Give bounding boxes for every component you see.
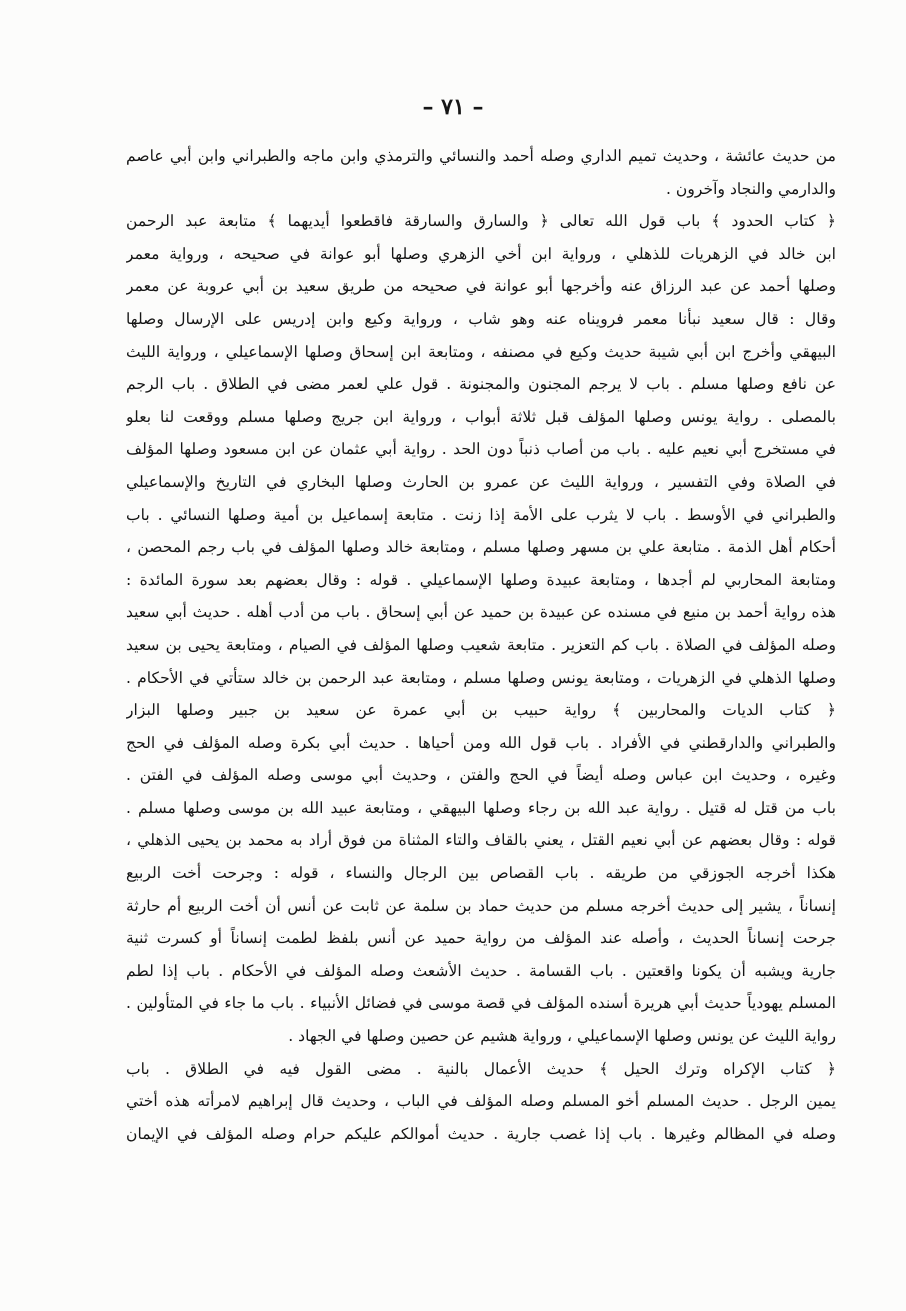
- text-line: جرحت إنساناً الحديث ، وأصله عند المؤلف من رواية حميد عن أنس بلفظ لطمت إنساناً أو كسرت ثنية: [126, 929, 836, 948]
- text-line: هكذا أخرجه الجوزقي من طريقه . باب القصاص بين الرجال والنساء ، قوله : وجرحت أخت الربيع: [126, 864, 836, 883]
- text-line: في مستخرج أبي نعيم عليه . باب من أصاب ذنباً دون الحد . رواية أبي عثمان عن ابن مسعود وصلها المؤلف: [126, 440, 836, 459]
- text-line: وصله في المظالم وغيرها . باب إذا غصب جارية . حديث أموالكم عليكم حرام وصله المؤلف في الإيمان: [126, 1124, 836, 1143]
- text-line: ابن خالد في الزهريات للذهلي ، ورواية ابن أخي الزهري وصلها أبو عوانة في صحيحه ، ورواية معمر: [126, 244, 836, 263]
- text-line: من حديث عائشة ، وحديث تميم الداري وصله أحمد والنسائي والترمذي وابن ماجه والطبراني وابن أبي عاصم: [126, 147, 836, 165]
- body-text: [126, 140, 836, 1150]
- text-line: هذه رواية أحمد بن منيع في مسنده عن عبيدة بن حميد عن أبي إسحاق . باب من أدب أهله . حديث أبي سعيد: [126, 603, 836, 622]
- text-line: ﴿ كتاب الحدود ﴾ باب قول الله تعالى ﴿ والسارق والسارقة فاقطعوا أيديهما ﴾ متابعة عبد الرحمن: [126, 212, 836, 231]
- text-line: ﴿ كتاب الإكراه وترك الحيل ﴾ حديث الأعمال بالنية . مضى القول فيه في الطلاق . باب: [126, 1059, 836, 1078]
- text-line: وصله المؤلف في الصلاة . باب كم التعزير . متابعة شعيب وصلها المؤلف في الصيام ، ومتابعة يحيى بن سعيد: [126, 635, 836, 654]
- text-line: والطبراني في الأوسط . باب لا يثرب على الأمة إذا زنت . متابعة إسماعيل بن أمية وصلها النسائي . باب: [126, 505, 836, 524]
- text-line: ﴿ كتاب الديات والمحاربين ﴾ رواية حبيب بن أبي عمرة عن سعيد بن جبير وصلها البزار: [126, 701, 836, 720]
- text-line: والدارمي والنجاد وآخرون .: [665, 179, 836, 198]
- text-line: والطبراني والدارقطني في الأفراد . باب قول الله ومن أحياها . حديث أبي بكرة وصله المؤلف في الحج: [126, 733, 836, 752]
- text-line: البيهقي وأخرج ابن أبي شيبة حديث وكيع في مصنفه ، ومتابعة ابن إسحاق وصلها الإسماعيلي ، ورواية الليث: [126, 342, 836, 361]
- text-line: في الصلاة وفي التفسير ، ورواية الليث عن عمرو بن الحارث وصلها البخاري في التاريخ والإسماعيلي: [126, 472, 836, 491]
- text-line: وصلها الذهلي في الزهريات ، ومتابعة يونس وصلها مسلم ، ومتابعة عبد الرحمن بن خالد ستأتي في الأحكام .: [126, 668, 836, 687]
- text-line: عن نافع وصلها مسلم . باب لا يرجم المجنون والمجنونة . قول علي لعمر مضى في الطلاق . باب الرجم: [126, 375, 836, 394]
- text-line: وقال : قال سعيد نبأنا معمر فرويناه عنه وهو شاب ، ورواية وكيع وابن إدريس على الإرسال وصلها: [126, 309, 836, 328]
- text-line: قوله : وقال بعضهم عن أبي نعيم القتل ، يعني بالقاف والتاء المثناة من فوق أراد به محمد بن يحيى الذهلي ،: [126, 831, 836, 850]
- text-line: وغيره ، وحديث ابن عباس وصله أيضاً في الحج والفتن ، وحديث أبي موسى وصله المؤلف في الفتن .: [126, 766, 836, 785]
- text-line: جارية ويشبه أن يكونا واقعتين . باب القسامة . حديث الأشعث وصله المؤلف في الأحكام . باب إذا لطم: [126, 961, 836, 980]
- text-line: أحكام أهل الذمة . متابعة علي بن مسهر وصلها مسلم ، ومتابعة خالد وصلها المؤلف في باب رجم المحصن ،: [126, 538, 836, 557]
- text-line: يمين الرجل . حديث المسلم أخو المسلم وصله المؤلف في الباب ، وحديث قال إبراهيم لامرأته هذه أختي: [126, 1092, 836, 1111]
- text-line: باب من قتل له قتيل . رواية عبد الله بن رجاء وصلها البيهقي ، ومتابعة عبيد الله بن موسى وصلها مسلم .: [126, 798, 836, 817]
- text-line: رواية الليث عن يونس وصلها الإسماعيلي ، ورواية هشيم عن حصين وصلها في الجهاد .: [288, 1027, 836, 1046]
- text-line: المسلم يهودياً حديث أبي هريرة أسنده المؤلف في قصة موسى في فضائل الأنبياء . باب ما جاء في المتأولين .: [126, 994, 836, 1013]
- text-line: إنساناً ، يشير إلى حديث أخرجه مسلم من حديث حماد بن سلمة عن ثابت عن أنس أن أخت الربيع أم حارثة: [126, 896, 836, 915]
- text-line: بالمصلى . رواية يونس وصلها المؤلف قبل ثلاثة أبواب ، ورواية ابن جريج وصلها مسلم ووقعت لنا بعلو: [126, 407, 836, 426]
- page-number: – ٧١ –: [422, 94, 484, 120]
- text-line: وصلها أحمد عن عبد الرزاق عنه وأخرجها أبو عوانة في صحيحه من طريق سعيد بن أبي عروبة عن معمر: [126, 277, 836, 296]
- text-line: ومتابعة المحاربي لم أجدها ، ومتابعة عبيدة وصلها الإسماعيلي . قوله : وقال بعضهم بعد سورة المائدة :: [126, 570, 836, 589]
